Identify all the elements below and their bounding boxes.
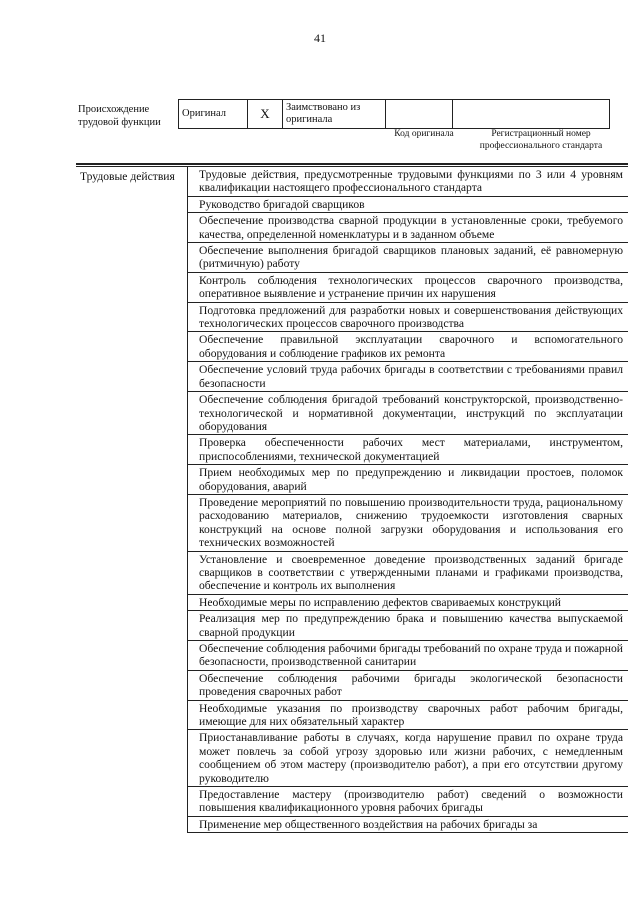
origin-table [178,99,610,129]
action-item: Необходимые меры по исправлению дефектов свариваемых конструкций [188,594,629,610]
action-item: Обеспечение соблюдения бригадой требований конструкторской, производственно-технологической и нормативной документации, инструкций по эксплуатации оборудования [188,392,629,435]
action-item: Реализация мер по предупреждению брака и повышению качества выпускаемой сварной продукции [188,611,629,641]
labor-actions-table [76,166,628,833]
page-number: 41 [314,31,326,45]
reg-number-cell [453,100,610,129]
original-mark: X [248,100,283,129]
section-label: Трудовые действия [76,167,188,833]
action-item: Проверка обеспеченности рабочих мест материалами, инструментом, приспособлениями, технической документацией [188,435,629,465]
original-cell: Оригинал [179,100,248,129]
action-item: Предоставление мастеру (производителю работ) сведений о возможности повышения квалификационного уровня рабочих бригады [188,787,629,817]
action-item: Обеспечение правильной эксплуатации сварочного и вспомогательного оборудования и соблюдение графиков их ремонта [188,332,629,362]
action-item: Обеспечение соблюдения рабочими бригады требований по охране труда и пожарной безопасности, производственной санитарии [188,641,629,671]
action-item: Руководство бригадой сварщиков [188,196,629,212]
code-cell [386,100,453,129]
action-item: Контроль соблюдения технологических процессов сварочного производства, оперативное выявление и устранение причин их нарушения [188,272,629,302]
reg-caption: Регистрационный номер профессионального стандарта [479,129,603,151]
action-item: Применение мер общественного воздействия на рабочих бригады за [188,816,629,832]
action-item: Необходимые указания по производству сварочных работ рабочим бригады, имеющие для них обязательный характер [188,700,629,730]
action-item: Прием необходимых мер по предупреждению и ликвидации простоев, поломок оборудования, аварий [188,465,629,495]
action-item: Установление и своевременное доведение производственных заданий бригаде сварщиков в соответствии с утвержденными планами и графиками производства, обеспечение и контроль их выполнения [188,551,629,594]
action-item: Обеспечение производства сварной продукции в установленные сроки, требуемого качества, определенной номенклатуры и в заданном объеме [188,213,629,243]
action-item: Обеспечение соблюдения рабочими бригады экологической безопасности проведения сварочных работ [188,670,629,700]
action-item: Проведение мероприятий по повышению производительности труда, рациональному расходованию материалов, снижению трудоемкости изготовления сварных конструкций на основе полной загрузки оборудования и использования его технических возможностей [188,494,629,551]
origin-label: Происхождение трудовой функции [78,104,161,128]
action-item: Подготовка предложений для разработки новых и совершенствования действующих технологических процессов сварочного производства [188,302,629,332]
action-row [76,167,628,197]
code-caption: Код оригинала [394,129,454,139]
action-item: Обеспечение условий труда рабочих бригады в соответствии с требованиями правил безопасности [188,362,629,392]
table-top-rule [76,163,628,165]
action-item: Трудовые действия, предусмотренные трудовыми функциями по 3 или 4 уровням квалификации настоящего профессионального стандарта [188,167,629,197]
action-item: Обеспечение выполнения бригадой сварщиков плановых заданий, её равномерную (ритмичную) работу [188,243,629,273]
action-item: Приостанавливание работы в случаях, когда нарушение правил по охране труда может повлечь за собой угрозу здоровью или жизни рабочих, с немедленным сообщением об этом мастеру (производителю работ), а при его отсутствии другому руководителю [188,730,629,787]
borrowed-cell: Заимствовано из оригинала [283,100,386,129]
